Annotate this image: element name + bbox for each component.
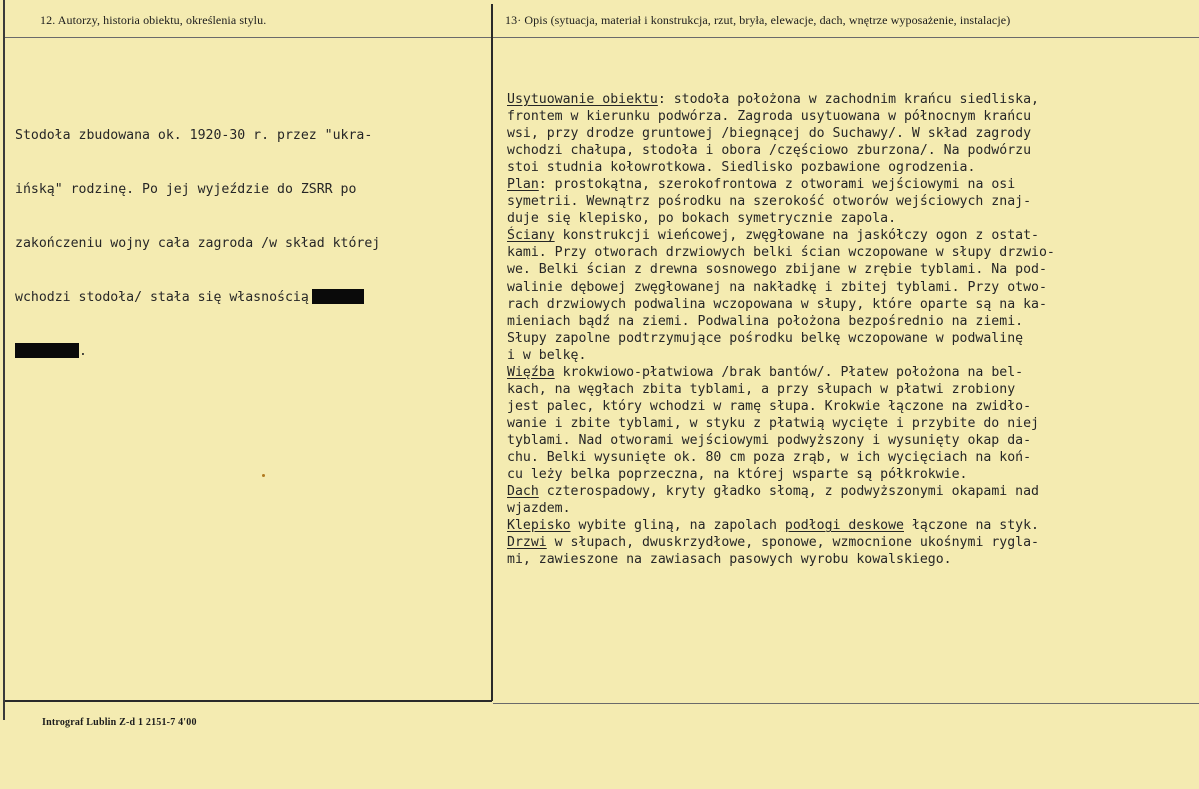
description-text-run: duje się klepisko, po bokach symetrycznie zapola. — [507, 211, 897, 227]
description-line — [507, 449, 1055, 466]
description-line — [507, 210, 1055, 227]
description-line — [507, 227, 1055, 244]
description-text-run: : prostokątna, szerokofrontowa z otworami wejściowymi na osi — [538, 177, 1016, 193]
description-line — [507, 313, 1055, 330]
history-text — [15, 91, 380, 397]
section-keyword: Dach — [507, 484, 539, 500]
description-text-run: konstrukcji wieńcowej, zwęgłowane na jaskółczy ogon z ostat- — [554, 228, 1039, 244]
description-text-run: mieniach bądź na ziemi. Podwalina położona bezpośrednio na ziemi. — [507, 313, 1024, 329]
history-line-text: wchodzi stodoła/ stała się własnością — [15, 290, 309, 305]
description-text-run: wsi, przy drodze gruntowej /biegnącej do Suchawy/. W skład zagrody — [507, 126, 1032, 142]
section-keyword: podłogi deskowe — [784, 518, 904, 534]
description-text-run: kach, na węgłach zbita tyblami, a przy słupach w płatwi zrobiony — [507, 381, 1016, 397]
description-line — [507, 415, 1055, 432]
description-text-run: tyblami. Nad otworami wejściowymi podwyższony i wysunięty okap da- — [507, 432, 1032, 448]
redaction-box — [312, 289, 364, 304]
description-line — [507, 142, 1055, 159]
printer-imprint: Intrograf Lublin Z-d 1 2151-7 4'00 — [42, 717, 197, 728]
footer-rule-left — [5, 700, 492, 702]
history-line — [15, 343, 380, 361]
description-text-run: wchodzi chałupa, stodoła i obora /częściowo zburzona/. Na podwórzu — [507, 143, 1032, 159]
section-keyword: Klepisko — [507, 518, 571, 534]
description-line — [507, 125, 1055, 142]
history-line: ińską" rodzinę. Po jej wyjeździe do ZSRR po — [15, 182, 357, 197]
column-divider — [491, 4, 493, 701]
description-line — [507, 364, 1055, 381]
header-rule — [5, 37, 1199, 38]
section-keyword: Więźba — [507, 364, 555, 380]
ink-speck — [262, 474, 265, 477]
description-text-run: rach drzwiowych podwalina wczopowana w słupy, które oparte są na ka- — [507, 296, 1047, 312]
history-line: Stodoła zbudowana ok. 1920-30 r. przez "ukra- — [15, 128, 373, 143]
description-text-run: : stodoła położona w zachodnim krańcu siedliska, — [657, 92, 1039, 107]
description-text-run: we. Belki ścian z drewna sosnowego zbijane w zrębie tyblami. Na pod- — [507, 262, 1047, 278]
description-line — [507, 330, 1055, 347]
description-line — [507, 296, 1055, 313]
history-line: zakończeniu wojny cała zagroda /w skład której — [15, 236, 381, 251]
description-line — [507, 534, 1055, 551]
description-text-run: symetrii. Wewnątrz pośrodku na szerokość otworów wejściowych znaj- — [507, 194, 1032, 210]
description-text-run: frontem w kierunku podwórza. Zagroda usytuowana w północnym krańcu — [507, 109, 1032, 125]
description-text-run: wjazdem. — [507, 501, 571, 517]
description-text-run: cu leży belka poprzeczna, na której wsparte są półkrokwie. — [507, 467, 968, 483]
section-keyword: Drzwi — [507, 535, 547, 551]
section-keyword: Ściany — [507, 228, 555, 244]
section-13-heading: 13· Opis (sytuacja, materiał i konstrukcja, rzut, bryła, elewacje, dach, wnętrze wyposażenie, instalacje) — [505, 13, 1011, 27]
footer-rule-right — [493, 703, 1199, 704]
redaction-box — [15, 343, 79, 358]
description-line — [507, 261, 1055, 278]
description-text-run: stoi studnia kołowrotkowa. Siedlisko pozbawione ogrodzenia. — [507, 160, 976, 176]
description-text-run: łączone na styk. — [904, 518, 1039, 534]
history-end-mark: . — [79, 344, 87, 359]
description-text-run: chu. Belki wysunięte ok. 80 cm poza zrąb, w ich wycięciach na koń- — [507, 449, 1032, 465]
description-line — [507, 159, 1055, 176]
description-text-run: i w belkę. — [507, 347, 587, 363]
description-text-run: mi, zawieszone na zawiasach pasowych wyrobu kowalskiego. — [507, 552, 952, 568]
description-line — [507, 91, 1055, 108]
section-keyword: Usytuowanie obiektu — [507, 92, 658, 107]
description-line — [507, 517, 1055, 534]
description-line — [507, 193, 1055, 210]
history-line — [15, 289, 380, 307]
description-line — [507, 176, 1055, 193]
description-text — [507, 91, 1055, 568]
description-line — [507, 483, 1055, 500]
description-text-run: krokwiowo-płatwiowa /brak bantów/. Płatew położona na bel- — [554, 364, 1024, 380]
description-line — [507, 347, 1055, 364]
section-12-heading: 12. Autorzy, historia obiektu, określenia stylu. — [40, 13, 267, 27]
description-line — [507, 279, 1055, 296]
description-text-run: wybite gliną, na zapolach — [570, 518, 785, 534]
description-line — [507, 432, 1055, 449]
description-line — [507, 381, 1055, 398]
description-line — [507, 551, 1055, 568]
description-line — [507, 398, 1055, 415]
description-text-run: jest palec, który wchodzi w ramę słupa. Krokwie łączone na zwidło- — [507, 398, 1032, 414]
description-line — [507, 108, 1055, 125]
description-line — [507, 500, 1055, 517]
description-text-run: kami. Przy otworach drzwiowych belki ścian wczopowane w słupy drzwio- — [507, 245, 1055, 261]
description-text-run: w słupach, dwuskrzydłowe, sponowe, wzmocnione ukośnymi rygla- — [546, 535, 1039, 551]
description-line — [507, 244, 1055, 261]
description-text-run: walinie dębowej zwęgłowanej na nakładkę i zbitej tyblami. Przy otwo- — [507, 279, 1047, 295]
description-text-run: Słupy zapolne podtrzymujące pośrodku belkę wczopowane w podwalinę — [507, 330, 1024, 346]
description-line — [507, 466, 1055, 483]
section-keyword: Plan — [507, 177, 539, 193]
description-text-run: czterospadowy, kryty gładko słomą, z podwyższonymi okapami nad — [538, 484, 1039, 500]
description-text-run: wanie i zbite tyblami, w styku z płatwią wycięte i przybite do niej — [507, 415, 1039, 431]
card-left-edge — [3, 0, 5, 720]
